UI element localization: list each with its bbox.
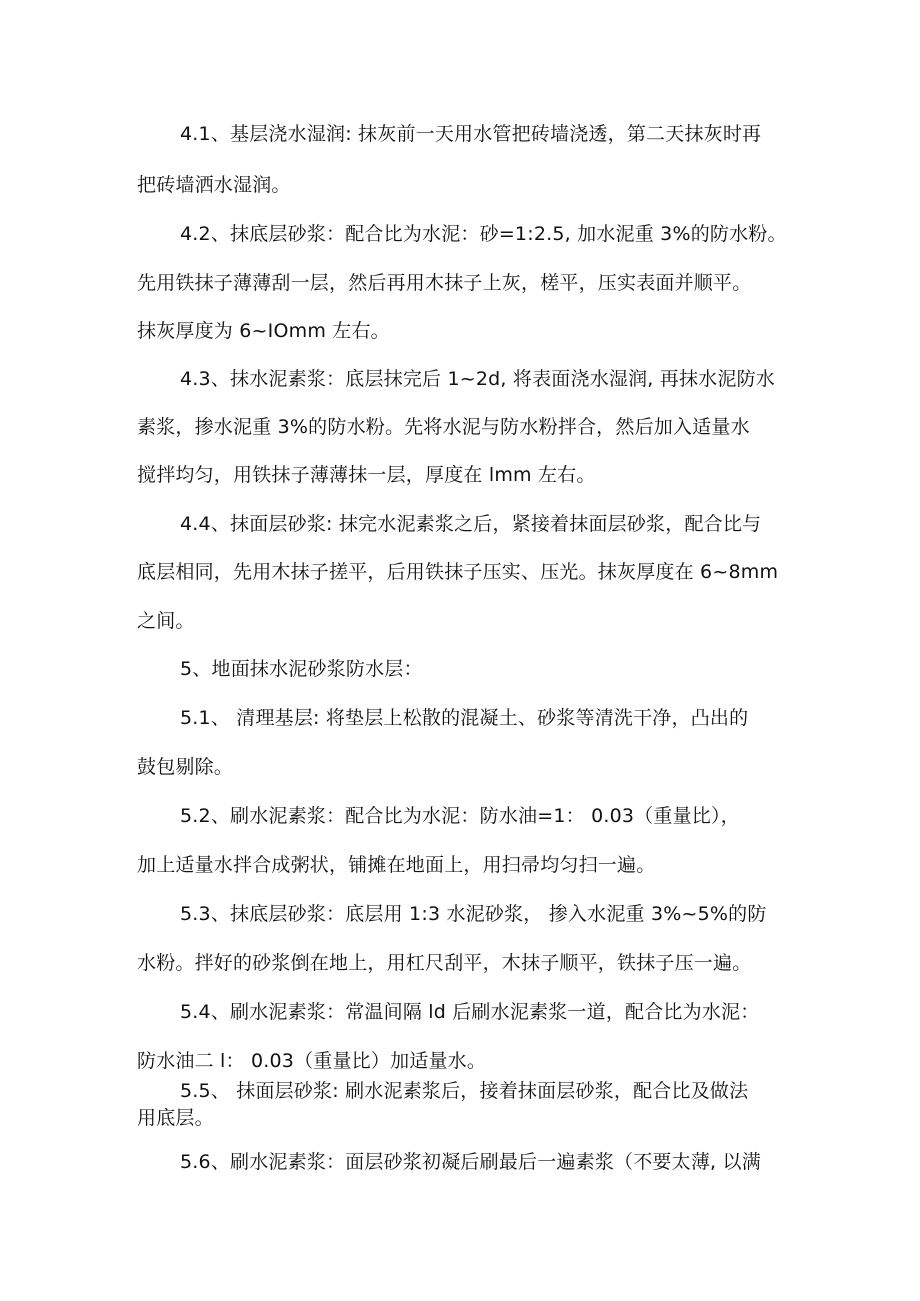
paragraph-5-6-line-1: 5.6、刷水泥素浆：面层砂浆初凝后刷最后一遍素浆（不要太薄, 以满 [180, 1151, 761, 1173]
paragraph-5-2-line-1: 5.2、刷水泥素浆：配合比为水泥：防水油=1： 0.03（重量比）， [180, 805, 740, 827]
paragraph-5-1-line-1: 5.1、 清理基层: 将垫层上松散的混凝土、砂浆等清洗干净，凸出的 [180, 707, 749, 729]
paragraph-4-1-line-2: 把砖墙洒水湿润。 [137, 174, 291, 196]
paragraph-4-1-line-1: 4.1、基层浇水湿润: 抹灰前一天用水管把砖墙浇透，第二天抹灰时再 [180, 123, 762, 145]
paragraph-4-3-line-2: 素浆，掺水泥重 3%的防水粉。先将水泥与防水粉拌合，然后加入适量水 [137, 416, 750, 438]
paragraph-5-4-line-1: 5.4、刷水泥素浆：常温间隔 ld 后刷水泥素浆一道，配合比为水泥： [180, 1001, 760, 1023]
paragraph-4-2-line-1: 4.2、抹底层砂浆：配合比为水泥：砂=1:2.5, 加水泥重 3%的防水粉。 [180, 223, 787, 245]
paragraph-4-4-line-1: 4.4、抹面层砂浆: 抹完水泥素浆之后，紧接着抹面层砂浆，配合比与 [180, 513, 762, 535]
paragraph-5-4-line-2: 防水油二 l： 0.03（重量比）加适量水。 [137, 1050, 487, 1072]
paragraph-5-2-line-2: 加上适量水拌合成粥状，铺摊在地面上，用扫帚均匀扫一遍。 [137, 854, 656, 876]
paragraph-4-4-line-2: 底层相同，先用木抹子搓平，后用铁抹子压实、压光。抹灰厚度在 6~8mm [137, 561, 779, 583]
paragraph-4-2-line-2: 先用铁抹子薄薄刮一层，然后再用木抹子上灰，槎平，压实表面并顺平。 [137, 272, 752, 294]
paragraph-5-1-line-2: 鼓包剔除。 [137, 756, 234, 778]
paragraph-5-3-line-1: 5.3、抹底层砂浆：底层用 1:3 水泥砂浆， 掺入水泥重 3%~5%的防 [180, 903, 767, 925]
section-5-heading: 5、地面抹水泥砂浆防水层： [180, 658, 423, 680]
paragraph-5-5-line-2: 用底层。 [137, 1107, 214, 1129]
paragraph-4-2-line-3: 抹灰厚度为 6~IOmm 左右。 [137, 320, 390, 342]
paragraph-5-5-line-1: 5.5、 抹面层砂浆: 刷水泥素浆后，接着抹面层砂浆，配合比及做法 [180, 1080, 749, 1102]
paragraph-4-3-line-1: 4.3、抹水泥素浆：底层抹完后 1~2d, 将表面浇水湿润, 再抹水泥防水 [180, 368, 775, 390]
paragraph-4-3-line-3: 搅拌均匀，用铁抹子薄薄抹一层，厚度在 lmm 左右。 [137, 464, 596, 486]
paragraph-4-4-line-3: 之间。 [137, 610, 195, 632]
paragraph-5-3-line-2: 水粉。拌好的砂浆倒在地上，用杠尺刮平，木抹子顺平，铁抹子压一遍。 [137, 952, 752, 974]
